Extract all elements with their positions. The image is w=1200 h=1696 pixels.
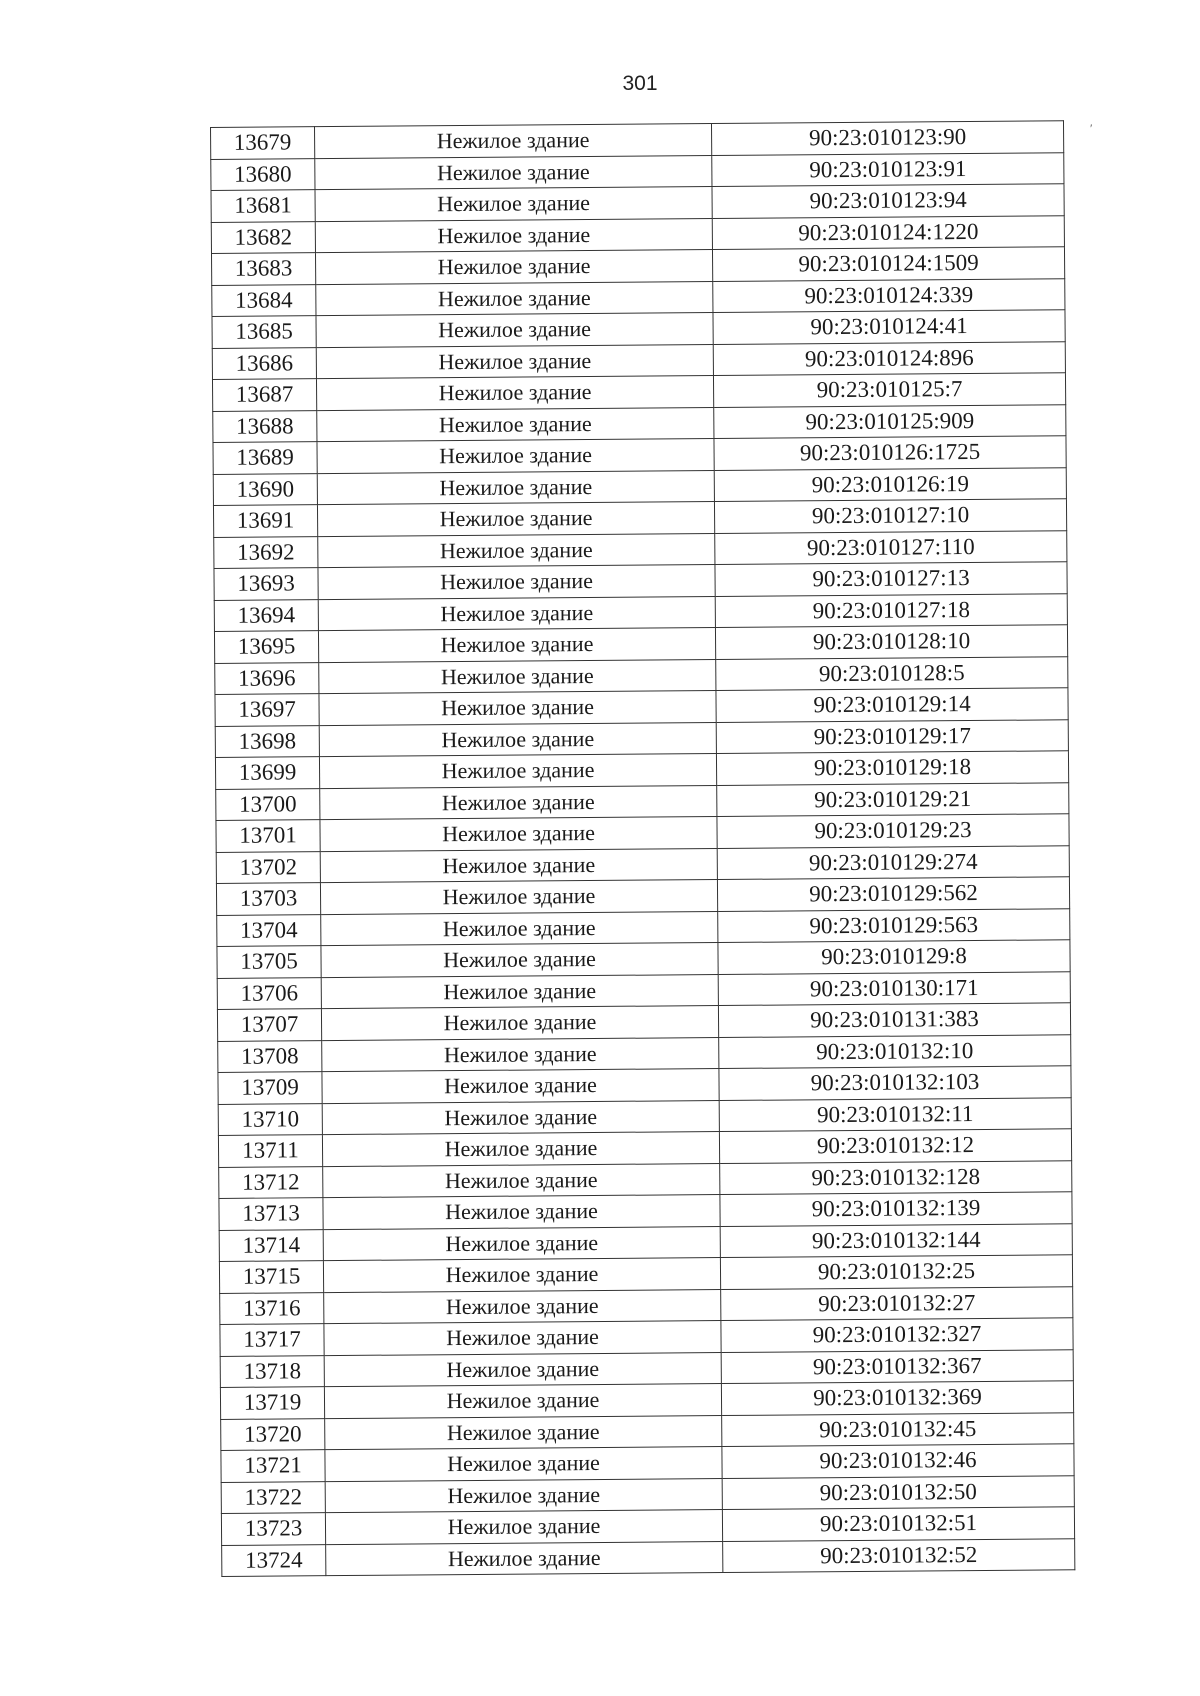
cadastral-number-cell: 90:23:010132:139 bbox=[720, 1192, 1072, 1226]
cadastral-number-cell: 90:23:010132:46 bbox=[722, 1444, 1074, 1478]
cadastral-number-cell: 90:23:010129:274 bbox=[717, 845, 1069, 879]
cadastral-number-cell: 90:23:010132:367 bbox=[721, 1349, 1073, 1383]
object-type-cell: Нежилое здание bbox=[319, 722, 716, 757]
object-type-cell: Нежилое здание bbox=[317, 502, 714, 537]
row-number-cell: 13684 bbox=[212, 284, 316, 316]
cadastral-number-cell: 90:23:010124:1220 bbox=[712, 215, 1064, 249]
cadastral-number-cell: 90:23:010129:8 bbox=[718, 940, 1070, 974]
cadastral-number-cell: 90:23:010129:17 bbox=[716, 719, 1068, 753]
object-type-cell: Нежилое здание bbox=[324, 1352, 721, 1387]
cadastral-number-cell: 90:23:010132:369 bbox=[721, 1381, 1073, 1415]
object-type-cell: Нежилое здание bbox=[320, 817, 717, 852]
cadastral-number-cell: 90:23:010124:896 bbox=[713, 341, 1065, 375]
cadastral-number-cell: 90:23:010124:41 bbox=[713, 310, 1065, 344]
object-type-cell: Нежилое здание bbox=[322, 1132, 719, 1167]
cadastral-number-cell: 90:23:010124:339 bbox=[713, 278, 1065, 312]
cadastral-number-cell: 90:23:010123:90 bbox=[711, 121, 1063, 155]
row-number-cell: 13722 bbox=[221, 1481, 325, 1513]
registry-table bbox=[210, 120, 1075, 1577]
row-number-cell: 13693 bbox=[214, 568, 318, 600]
row-number-cell: 13711 bbox=[218, 1135, 322, 1167]
cadastral-number-cell: 90:23:010127:13 bbox=[715, 562, 1067, 596]
object-type-cell: Нежилое здание bbox=[316, 376, 713, 411]
object-type-cell: Нежилое здание bbox=[320, 880, 717, 915]
cadastral-number-cell: 90:23:010127:110 bbox=[715, 530, 1067, 564]
cadastral-number-cell: 90:23:010123:94 bbox=[712, 184, 1064, 218]
cadastral-number-cell: 90:23:010129:14 bbox=[716, 688, 1068, 722]
row-number-cell: 13723 bbox=[221, 1513, 325, 1545]
row-number-cell: 13696 bbox=[215, 662, 319, 694]
object-type-cell: Нежилое здание bbox=[315, 218, 712, 253]
object-type-cell: Нежилое здание bbox=[324, 1384, 721, 1419]
cadastral-number-cell: 90:23:010132:52 bbox=[723, 1538, 1075, 1572]
cadastral-number-cell: 90:23:010132:10 bbox=[719, 1034, 1071, 1068]
object-type-cell: Нежилое здание bbox=[316, 313, 713, 348]
cadastral-number-cell: 90:23:010129:23 bbox=[717, 814, 1069, 848]
row-number-cell: 13710 bbox=[218, 1103, 322, 1135]
cadastral-number-cell: 90:23:010132:103 bbox=[719, 1066, 1071, 1100]
row-number-cell: 13694 bbox=[214, 599, 318, 631]
row-number-cell: 13712 bbox=[219, 1166, 323, 1198]
object-type-cell: Нежилое здание bbox=[315, 155, 712, 190]
row-number-cell: 13701 bbox=[216, 820, 320, 852]
object-type-cell: Нежилое здание bbox=[319, 754, 716, 789]
object-type-cell: Нежилое здание bbox=[319, 691, 716, 726]
row-number-cell: 13707 bbox=[217, 1009, 321, 1041]
object-type-cell: Нежилое здание bbox=[319, 659, 716, 694]
row-number-cell: 13681 bbox=[211, 190, 315, 222]
row-number-cell: 13704 bbox=[217, 914, 321, 946]
cadastral-number-cell: 90:23:010129:562 bbox=[717, 877, 1069, 911]
row-number-cell: 13680 bbox=[211, 158, 315, 190]
row-number-cell: 13698 bbox=[215, 725, 319, 757]
row-number-cell: 13702 bbox=[216, 851, 320, 883]
cadastral-number-cell: 90:23:010132:51 bbox=[722, 1507, 1074, 1541]
object-type-cell: Нежилое здание bbox=[320, 848, 717, 883]
object-type-cell: Нежилое здание bbox=[317, 439, 714, 474]
row-number-cell: 13689 bbox=[213, 442, 317, 474]
row-number-cell: 13685 bbox=[212, 316, 316, 348]
cadastral-number-cell: 90:23:010132:128 bbox=[720, 1160, 1072, 1194]
row-number-cell: 13683 bbox=[211, 253, 315, 285]
row-number-cell: 13686 bbox=[212, 347, 316, 379]
row-number-cell: 13716 bbox=[220, 1292, 324, 1324]
row-number-cell: 13709 bbox=[218, 1072, 322, 1104]
row-number-cell: 13695 bbox=[214, 631, 318, 663]
object-type-cell: Нежилое здание bbox=[326, 1541, 723, 1576]
cadastral-number-cell: 90:23:010124:1509 bbox=[712, 247, 1064, 281]
cadastral-number-cell: 90:23:010127:10 bbox=[714, 499, 1066, 533]
object-type-cell: Нежилое здание bbox=[318, 533, 715, 568]
row-number-cell: 13720 bbox=[221, 1418, 325, 1450]
cadastral-number-cell: 90:23:010132:50 bbox=[722, 1475, 1074, 1509]
cadastral-number-cell: 90:23:010132:27 bbox=[721, 1286, 1073, 1320]
row-number-cell: 13691 bbox=[213, 505, 317, 537]
object-type-cell: Нежилое здание bbox=[324, 1289, 721, 1324]
row-number-cell: 13679 bbox=[211, 127, 315, 159]
cadastral-number-cell: 90:23:010126:19 bbox=[714, 467, 1066, 501]
cadastral-number-cell: 90:23:010128:10 bbox=[715, 625, 1067, 659]
cadastral-number-cell: 90:23:010128:5 bbox=[716, 656, 1068, 690]
row-number-cell: 13687 bbox=[212, 379, 316, 411]
object-type-cell: Нежилое здание bbox=[321, 911, 718, 946]
page-number: 301 bbox=[622, 72, 658, 95]
row-number-cell: 13682 bbox=[211, 221, 315, 253]
object-type-cell: Нежилое здание bbox=[315, 187, 712, 222]
object-type-cell: Нежилое здание bbox=[322, 1100, 719, 1135]
object-type-cell: Нежилое здание bbox=[317, 407, 714, 442]
object-type-cell: Нежилое здание bbox=[315, 124, 712, 159]
object-type-cell: Нежилое здание bbox=[321, 943, 718, 978]
cadastral-number-cell: 90:23:010125:909 bbox=[714, 404, 1066, 438]
registry-table-wrapper bbox=[210, 120, 1071, 1577]
row-number-cell: 13688 bbox=[213, 410, 317, 442]
object-type-cell: Нежилое здание bbox=[318, 596, 715, 631]
table-row bbox=[222, 1538, 1075, 1576]
cadastral-number-cell: 90:23:010131:383 bbox=[718, 1003, 1070, 1037]
registry-table-body bbox=[211, 121, 1075, 1577]
object-type-cell: Нежилое здание bbox=[325, 1415, 722, 1450]
cadastral-number-cell: 90:23:010132:25 bbox=[720, 1255, 1072, 1289]
object-type-cell: Нежилое здание bbox=[325, 1478, 722, 1513]
cadastral-number-cell: 90:23:010132:144 bbox=[720, 1223, 1072, 1257]
row-number-cell: 13721 bbox=[221, 1450, 325, 1482]
row-number-cell: 13713 bbox=[219, 1198, 323, 1230]
object-type-cell: Нежилое здание bbox=[322, 1037, 719, 1072]
object-type-cell: Нежилое здание bbox=[323, 1163, 720, 1198]
row-number-cell: 13715 bbox=[219, 1261, 323, 1293]
row-number-cell: 13714 bbox=[219, 1229, 323, 1261]
cadastral-number-cell: 90:23:010132:11 bbox=[719, 1097, 1071, 1131]
object-type-cell: Нежилое здание bbox=[323, 1195, 720, 1230]
object-type-cell: Нежилое здание bbox=[325, 1447, 722, 1482]
row-number-cell: 13706 bbox=[217, 977, 321, 1009]
row-number-cell: 13700 bbox=[216, 788, 320, 820]
cadastral-number-cell: 90:23:010126:1725 bbox=[714, 436, 1066, 470]
object-type-cell: Нежилое здание bbox=[325, 1510, 722, 1545]
row-number-cell: 13692 bbox=[214, 536, 318, 568]
row-number-cell: 13724 bbox=[222, 1544, 326, 1576]
object-type-cell: Нежилое здание bbox=[315, 250, 712, 285]
cadastral-number-cell: 90:23:010132:12 bbox=[719, 1129, 1071, 1163]
cadastral-number-cell: 90:23:010129:21 bbox=[717, 782, 1069, 816]
cadastral-number-cell: 90:23:010123:91 bbox=[712, 152, 1064, 186]
row-number-cell: 13708 bbox=[218, 1040, 322, 1072]
row-number-cell: 13697 bbox=[215, 694, 319, 726]
object-type-cell: Нежилое здание bbox=[318, 628, 715, 663]
row-number-cell: 13699 bbox=[215, 757, 319, 789]
object-type-cell: Нежилое здание bbox=[316, 281, 713, 316]
object-type-cell: Нежилое здание bbox=[324, 1321, 721, 1356]
cadastral-number-cell: 90:23:010129:18 bbox=[716, 751, 1068, 785]
object-type-cell: Нежилое здание bbox=[323, 1258, 720, 1293]
cadastral-number-cell: 90:23:010125:7 bbox=[713, 373, 1065, 407]
object-type-cell: Нежилое здание bbox=[321, 1006, 718, 1041]
object-type-cell: Нежилое здание bbox=[316, 344, 713, 379]
row-number-cell: 13703 bbox=[216, 883, 320, 915]
object-type-cell: Нежилое здание bbox=[322, 1069, 719, 1104]
object-type-cell: Нежилое здание bbox=[321, 974, 718, 1009]
row-number-cell: 13719 bbox=[220, 1387, 324, 1419]
object-type-cell: Нежилое здание bbox=[320, 785, 717, 820]
row-number-cell: 13690 bbox=[213, 473, 317, 505]
margin-mark: ′ bbox=[1090, 121, 1093, 135]
row-number-cell: 13705 bbox=[217, 946, 321, 978]
row-number-cell: 13718 bbox=[220, 1355, 324, 1387]
cadastral-number-cell: 90:23:010130:171 bbox=[718, 971, 1070, 1005]
row-number-cell: 13717 bbox=[220, 1324, 324, 1356]
cadastral-number-cell: 90:23:010132:45 bbox=[722, 1412, 1074, 1446]
cadastral-number-cell: 90:23:010127:18 bbox=[715, 593, 1067, 627]
cadastral-number-cell: 90:23:010129:563 bbox=[718, 908, 1070, 942]
object-type-cell: Нежилое здание bbox=[323, 1226, 720, 1261]
object-type-cell: Нежилое здание bbox=[318, 565, 715, 600]
object-type-cell: Нежилое здание bbox=[317, 470, 714, 505]
cadastral-number-cell: 90:23:010132:327 bbox=[721, 1318, 1073, 1352]
